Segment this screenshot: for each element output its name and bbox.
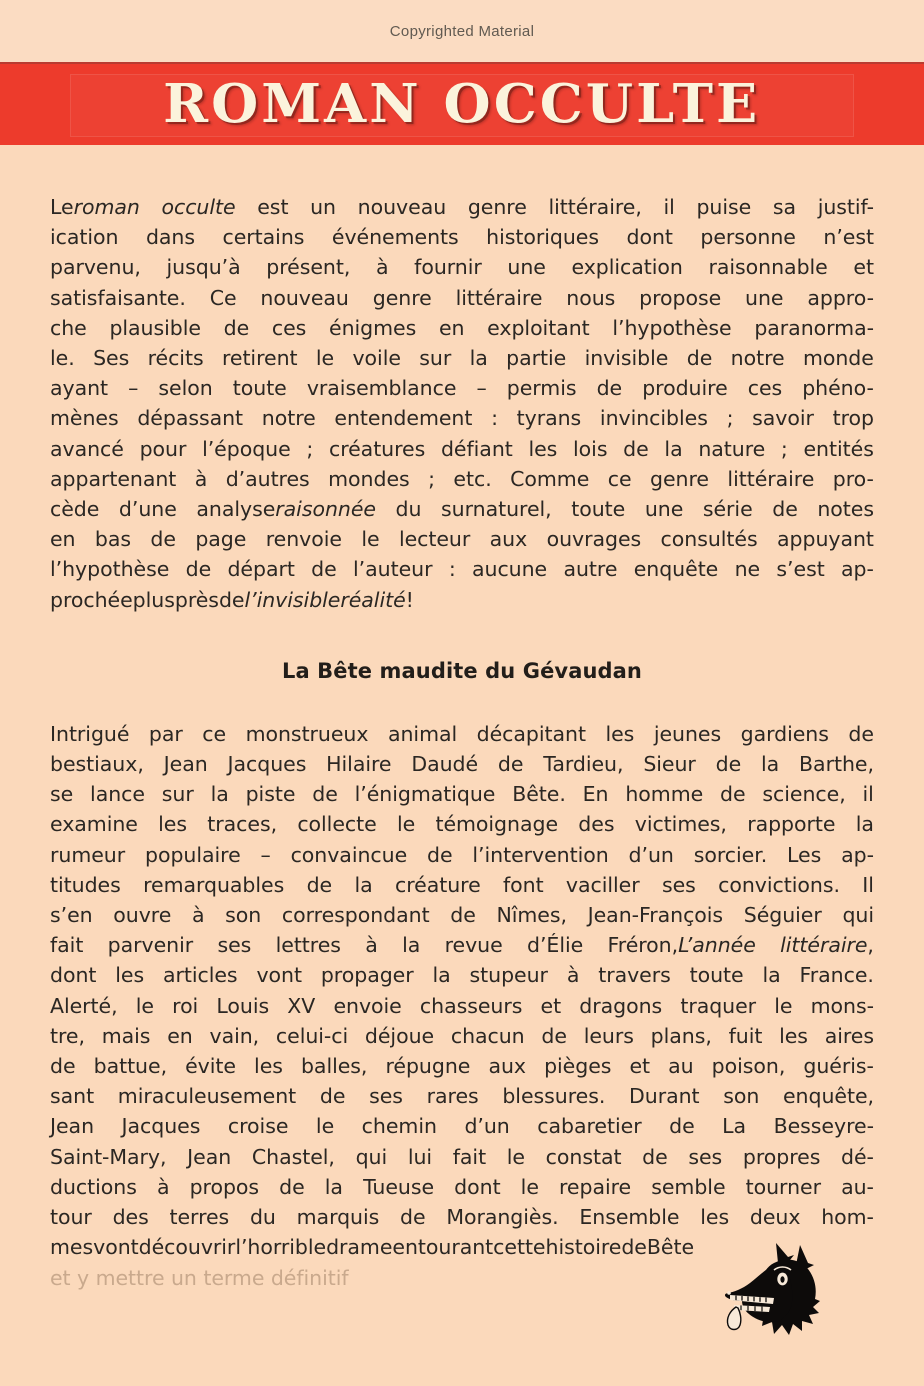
- section-line: rumeur populaire – convaincue de l’intervention d’un sorcier. Les ap-: [50, 842, 874, 867]
- section-line: bestiaux, Jean Jacques Hilaire Daudé de Tardieu, Sieur de la Barthe,: [50, 752, 874, 777]
- section-line: titudes remarquables de la créature font vaciller ses convictions. Il: [50, 872, 874, 897]
- section-line: tour des terres du marquis de Morangiès. Ensemble les deux hom-: [50, 1205, 874, 1230]
- section-paragraph: [50, 683, 874, 1263]
- section-line: Alerté, le roi Louis XV envoie chasseurs et dragons traquer le mons-: [50, 993, 874, 1018]
- section-line: ductions à propos de la Tueuse dont le repaire semble tourner au-: [50, 1174, 874, 1199]
- blurb-line: le. Ses récits retirent le voile sur la partie invisible de notre monde: [50, 346, 874, 371]
- blurb-line: ication dans certains événements historiques dont personne n’est: [50, 225, 874, 250]
- blurb-line: ayant – selon toute vraisemblance – permis de produire ces phéno-: [50, 376, 874, 401]
- blurb-line: che plausible de ces énigmes en exploitant l’hypothèse paranorma-: [50, 315, 874, 340]
- blurb-line: mènes dépassant notre entendement : tyrans invincibles ; savoir trop: [50, 406, 874, 431]
- blurb-line: prochéeplusprèsdel’invisibleréalité!: [50, 587, 414, 612]
- blurb-line: parvenu, jusqu’à présent, à fournir une explication raisonnable et: [50, 255, 874, 280]
- section-line: de battue, évite les balles, répugne aux pièges et au poison, guéris-: [50, 1054, 874, 1079]
- section-line: Intrigué par ce monstrueux animal décapitant les jeunes gardiens de: [50, 721, 874, 746]
- section-line: mesvontdécouvrirl’horribledrameentourantcettehistoiredeBête: [50, 1235, 695, 1260]
- content-area: [0, 145, 924, 1293]
- section-line: s’en ouvre à son correspondant de Nîmes, Jean-François Séguier qui: [50, 903, 874, 928]
- blurb-paragraph: [50, 145, 874, 615]
- section-line: tre, mais en vain, celui-ci déjoue chacun de leurs plans, fuit les aires: [50, 1023, 874, 1048]
- section-line: sant miraculeusement de ses rares blessures. Durant son enquête,: [50, 1084, 874, 1109]
- blurb-line: en bas de page renvoie le lecteur aux ouvrages consultés appuyant: [50, 527, 874, 552]
- section-line: examine les traces, collecte le témoignage des victimes, rapporte la: [50, 812, 874, 837]
- section-line: fait parvenir ses lettres à la revue d’Élie Fréron,L’année littéraire,: [50, 933, 874, 958]
- section-line: Jean Jacques croise le chemin d’un cabaretier de La Besseyre-: [50, 1114, 874, 1139]
- section-line: se lance sur la piste de l’énigmatique Bête. En homme de science, il: [50, 782, 874, 807]
- section-line: Saint-Mary, Jean Chastel, qui lui fait le constat de ses propres dé-: [50, 1144, 874, 1169]
- copyright-strip: [0, 0, 924, 62]
- final-line: et y mettre un terme définitif: [50, 1265, 349, 1290]
- book-title: ROMAN OCCULTE: [163, 73, 761, 135]
- blurb-line: l’hypothèse de départ de l’auteur : aucune autre enquête ne s’est ap-: [50, 557, 874, 582]
- section-line: dont les articles vont propager la stupeur à travers toute la France.: [50, 963, 874, 988]
- blurb-line: satisfaisante. Ce nouveau genre littéraire nous propose une appro-: [50, 285, 874, 310]
- blurb-line: cède d’une analyseraisonnée du surnaturel, toute une série de notes: [50, 497, 874, 522]
- section-heading: La Bête maudite du Gévaudan: [282, 658, 642, 683]
- title-banner: [0, 62, 924, 145]
- copyright-notice: Copyrighted Material: [389, 22, 535, 40]
- blurb-line: Leroman occulte est un nouveau genre littéraire, il puise sa justif-: [50, 195, 874, 219]
- blurb-line: appartenant à d’autres mondes ; etc. Comme ce genre littéraire pro-: [50, 466, 874, 491]
- blurb-line: avancé pour l’époque ; créatures défiant les lois de la nature ; entités: [50, 436, 874, 461]
- beast-head-illustration: [716, 1235, 846, 1350]
